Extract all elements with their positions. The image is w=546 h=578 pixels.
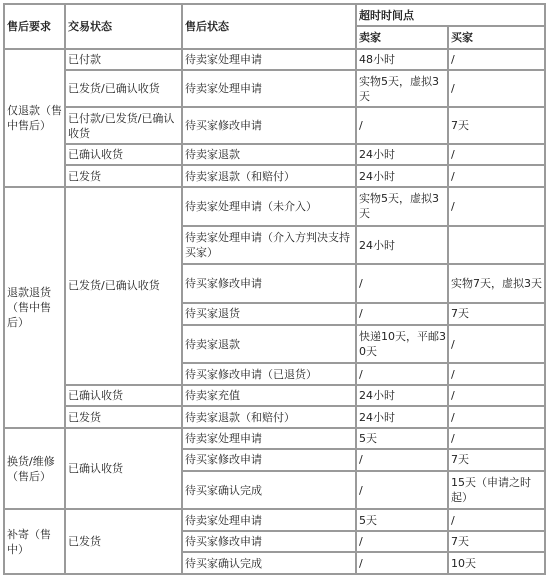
buyer-timeout-cell: / (449, 429, 546, 450)
table-row (5, 407, 546, 428)
table-row (5, 429, 546, 450)
buyer-timeout-cell: / (449, 510, 546, 531)
buyer-timeout-cell: 7天 (449, 532, 546, 553)
seller-timeout-cell: 快递10天，平邮30天 (357, 326, 449, 365)
after-sales-status-cell: 待卖家处理申请 (183, 50, 357, 71)
seller-timeout-cell: 24小时 (357, 166, 449, 187)
after-sales-status-cell: 待卖家处理申请（未介入） (183, 188, 357, 227)
after-sales-status-cell: 待卖家退款 (183, 145, 357, 166)
buyer-timeout-cell: / (449, 364, 546, 385)
group-resend: 补寄（售中） (5, 510, 66, 575)
seller-timeout-cell: / (357, 450, 449, 471)
trade-status-cell: 已发货/已确认收货 (66, 188, 183, 386)
after-sales-status-cell: 待卖家退款（和赔付） (183, 166, 357, 187)
table-row (5, 108, 546, 145)
buyer-timeout-cell: 15天（申请之时起） (449, 472, 546, 511)
seller-timeout-cell: 实物5天，虚拟3天 (357, 71, 449, 108)
trade-status-cell: 已付款/已发货/已确认收货 (66, 108, 183, 145)
buyer-timeout-cell: / (449, 407, 546, 428)
buyer-timeout-cell: 7天 (449, 450, 546, 471)
table-row (5, 166, 546, 187)
trade-status-cell: 已发货 (66, 166, 183, 187)
seller-timeout-cell: / (357, 364, 449, 385)
seller-timeout-cell: 24小时 (357, 145, 449, 166)
after-sales-status-cell: 待买家修改申请（已退货） (183, 364, 357, 385)
seller-timeout-cell: 24小时 (357, 407, 449, 428)
after-sales-status-cell: 待卖家处理申请 (183, 71, 357, 108)
after-sales-status-cell: 待买家修改申请 (183, 265, 357, 304)
group-exchange-repair: 换货/维修（售后） (5, 429, 66, 511)
after-sales-status-cell: 待买家修改申请 (183, 108, 357, 145)
after-sales-status-cell: 待买家修改申请 (183, 532, 357, 553)
header-seller: 卖家 (357, 27, 449, 49)
trade-status-cell: 已发货 (66, 407, 183, 428)
seller-timeout-cell: 48小时 (357, 50, 449, 71)
seller-timeout-cell: / (357, 304, 449, 325)
buyer-timeout-cell: 7天 (449, 304, 546, 325)
group-refund-return: 退款退货（售中售后） (5, 188, 66, 429)
seller-timeout-cell: / (357, 532, 449, 553)
trade-status-cell: 已确认收货 (66, 386, 183, 407)
header-trade-status: 交易状态 (66, 5, 183, 50)
trade-status-cell: 已发货 (66, 510, 183, 575)
after-sales-status-cell: 待卖家退款 (183, 326, 357, 365)
after-sales-status-cell: 待卖家退款（和赔付） (183, 407, 357, 428)
after-sales-status-cell: 待卖家处理申请（介入方判决支持买家） (183, 227, 357, 266)
table-row (5, 50, 546, 71)
trade-status-cell: 已发货/已确认收货 (66, 71, 183, 108)
table-row (5, 386, 546, 407)
trade-status-cell: 已确认收货 (66, 145, 183, 166)
buyer-timeout-cell: / (449, 145, 546, 166)
buyer-timeout-cell: 实物7天，虚拟3天 (449, 265, 546, 304)
header-buyer: 买家 (449, 27, 546, 49)
table-row (5, 188, 546, 227)
table-row (5, 510, 546, 531)
seller-timeout-cell: / (357, 108, 449, 145)
after-sales-timeout-table (3, 3, 546, 575)
buyer-timeout-cell: 7天 (449, 108, 546, 145)
buyer-timeout-cell: / (449, 71, 546, 108)
buyer-timeout-cell: / (449, 188, 546, 227)
seller-timeout-cell: 24小时 (357, 386, 449, 407)
header-after-sales-requirement: 售后要求 (5, 5, 66, 50)
trade-status-cell: 已付款 (66, 50, 183, 71)
table-row (5, 71, 546, 108)
buyer-timeout-cell: 10天 (449, 553, 546, 575)
seller-timeout-cell: / (357, 472, 449, 511)
buyer-timeout-cell: / (449, 326, 546, 365)
seller-timeout-cell: / (357, 265, 449, 304)
buyer-timeout-cell: / (449, 166, 546, 187)
group-refund-only: 仅退款（售中售后） (5, 50, 66, 188)
seller-timeout-cell: 5天 (357, 510, 449, 531)
after-sales-status-cell: 待卖家充值 (183, 386, 357, 407)
after-sales-status-cell: 待买家确认完成 (183, 553, 357, 575)
seller-timeout-cell: 5天 (357, 429, 449, 450)
buyer-timeout-cell (449, 227, 546, 266)
buyer-timeout-cell: / (449, 50, 546, 71)
seller-timeout-cell: / (357, 553, 449, 575)
seller-timeout-cell: 24小时 (357, 227, 449, 266)
after-sales-status-cell: 待卖家处理申请 (183, 510, 357, 531)
after-sales-status-cell: 待买家退货 (183, 304, 357, 325)
after-sales-status-cell: 待买家修改申请 (183, 450, 357, 471)
header-timeout: 超时时间点 (357, 5, 546, 27)
trade-status-cell: 已确认收货 (66, 429, 183, 511)
seller-timeout-cell: 实物5天，虚拟3天 (357, 188, 449, 227)
table-row (5, 145, 546, 166)
buyer-timeout-cell: / (449, 386, 546, 407)
header-after-sales-status: 售后状态 (183, 5, 357, 50)
after-sales-status-cell: 待买家确认完成 (183, 472, 357, 511)
after-sales-status-cell: 待卖家处理申请 (183, 429, 357, 450)
